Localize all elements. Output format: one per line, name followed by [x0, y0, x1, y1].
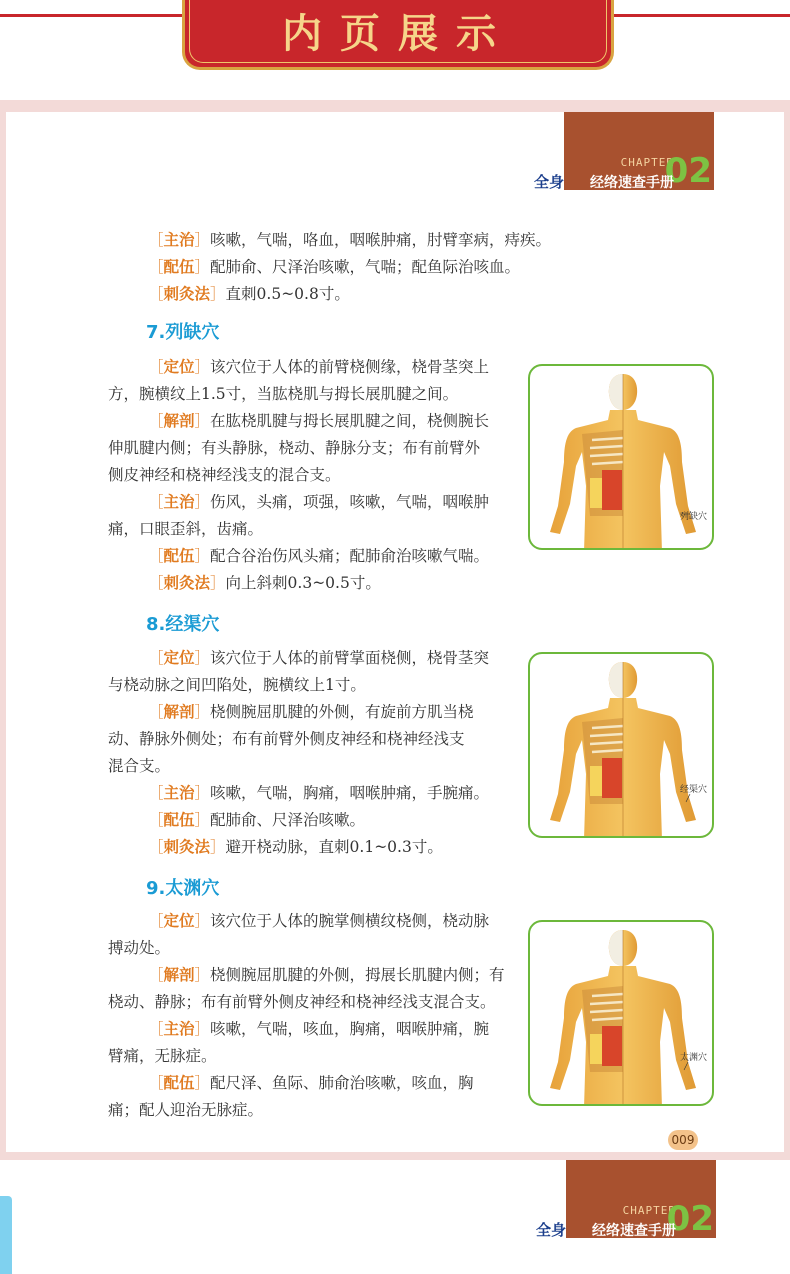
acupoint-figure: [528, 652, 714, 838]
figure-label: 列缺穴: [680, 512, 708, 522]
section-tag: 主治: [163, 493, 195, 511]
section-tag: 刺灸法: [163, 838, 211, 856]
section-tag: 配伍: [163, 258, 195, 276]
figure-label: 太渊穴: [680, 1053, 708, 1063]
text-line: 伸肌腱内侧；有头静脉，桡动、静脉分支；布有前臂外: [108, 439, 481, 457]
chapter-number: 02: [664, 151, 712, 191]
text-line: ［配伍］配合谷治伤风头痛；配肺俞治咳嗽气喘。: [148, 547, 490, 565]
chapter-name: 经络速查手册: [592, 1223, 676, 1239]
text-line: ［配伍］配肺俞、尺泽治咳嗽。: [148, 811, 366, 829]
book-page: [6, 112, 784, 1152]
section-tag: 定位: [163, 358, 195, 376]
text-line: 痛；配人迎治无脉症。: [108, 1101, 264, 1119]
section-tag: 配伍: [163, 1074, 195, 1092]
left-edge-accent: [0, 1196, 12, 1274]
section-heading: 8.经渠穴: [146, 614, 220, 635]
banner-line-left: [0, 14, 190, 17]
text-line: ［解剖］桡侧腕屈肌腱的外侧，有旋前方肌当桡: [148, 703, 474, 721]
banner-line-right: [612, 14, 790, 17]
chapter-prefix: 全身: [533, 173, 564, 191]
figure-label: 经渠穴: [680, 785, 708, 795]
text-line: ［主治］咳嗽，气喘，咯血，咽喉肿痛，肘臂挛病，痔疾。: [148, 231, 552, 249]
body-anatomy-illustration: [530, 366, 714, 550]
page-number: 009: [668, 1130, 698, 1150]
text-line: 方，腕横纹上1.5寸，当肱桡肌与拇长展肌腱之间。: [108, 385, 459, 403]
chapter-word: CHAPTER: [620, 156, 674, 169]
text-line: ［定位］该穴位于人体的前臂掌面桡侧，桡骨茎突: [148, 649, 490, 667]
section-tag: 主治: [163, 784, 195, 802]
text-line: ［主治］咳嗽，气喘，咳血，胸痛，咽喉肿痛，腕: [148, 1020, 490, 1038]
chapter-number: 02: [666, 1199, 714, 1239]
body-anatomy-illustration: [530, 654, 714, 838]
text-line: 桡动、静脉；布有前臂外侧皮神经和桡神经浅支混合支。: [108, 993, 496, 1011]
text-line: ［解剖］桡侧腕屈肌腱的外侧，拇展长肌腱内侧；有: [148, 966, 505, 984]
section-heading: 7.列缺穴: [146, 322, 220, 343]
banner: [182, 0, 614, 70]
text-line: ［配伍］配尺泽、鱼际、肺俞治咳嗽，咳血，胸: [148, 1074, 474, 1092]
section-tag: 定位: [163, 912, 195, 930]
section-tag: 主治: [163, 231, 195, 249]
section-tag: 配伍: [163, 547, 195, 565]
text-line: ［配伍］配肺俞、尺泽治咳嗽，气喘；配鱼际治咳血。: [148, 258, 521, 276]
text-line: 混合支。: [108, 757, 171, 775]
text-line: 搏动处。: [108, 939, 171, 957]
text-line: 侧皮神经和桡神经浅支的混合支。: [108, 466, 341, 484]
text-line: ［主治］咳嗽，气喘，胸痛，咽喉肿痛，手腕痛。: [148, 784, 490, 802]
text-line: ［主治］伤风，头痛，项强，咳嗽，气喘，咽喉肿: [148, 493, 490, 511]
text-line: ［定位］该穴位于人体的腕掌侧横纹桡侧，桡动脉: [148, 912, 490, 930]
text-line: ［刺灸法］向上斜刺0.3~0.5寸。: [148, 574, 381, 592]
chapter-prefix: 全身: [535, 1221, 566, 1239]
text-line: 臂痛，无脉症。: [108, 1047, 217, 1065]
section-tag: 主治: [163, 1020, 195, 1038]
acupoint-figure: [528, 364, 714, 550]
section-tag: 解剖: [163, 412, 195, 430]
section-tag: 解剖: [163, 703, 195, 721]
page-frame: [0, 100, 790, 1160]
chapter-tag-next-page: [535, 1160, 716, 1239]
text-line: 痛，口眼歪斜，齿痛。: [108, 520, 264, 538]
text-line: 与桡动脉之间凹陷处，腕横纹上1寸。: [108, 676, 366, 694]
text-line: ［刺灸法］避开桡动脉，直刺0.1~0.3寸。: [148, 838, 443, 856]
section-tag: 刺灸法: [163, 285, 211, 303]
body-anatomy-illustration: [530, 922, 714, 1106]
chapter-word: CHAPTER: [622, 1204, 676, 1217]
section-heading: 9.太渊穴: [146, 878, 220, 899]
acupoint-figure: [528, 920, 714, 1106]
text-line: ［定位］该穴位于人体的前臂桡侧缘，桡骨茎突上: [148, 358, 490, 376]
text-line: ［解剖］在肱桡肌腱与拇长展肌腱之间，桡侧腕长: [148, 412, 490, 430]
chapter-name: 经络速查手册: [590, 175, 674, 191]
banner-title: 内页展示: [282, 11, 514, 57]
section-tag: 定位: [163, 649, 195, 667]
section-tag: 配伍: [163, 811, 195, 829]
text-line: 动、静脉外侧处；布有前臂外侧皮神经和桡神经浅支: [108, 730, 465, 748]
text-line: ［刺灸法］直刺0.5~0.8寸。: [148, 285, 350, 303]
section-tag: 解剖: [163, 966, 195, 984]
section-tag: 刺灸法: [163, 574, 211, 592]
chapter-tag: [533, 112, 714, 191]
